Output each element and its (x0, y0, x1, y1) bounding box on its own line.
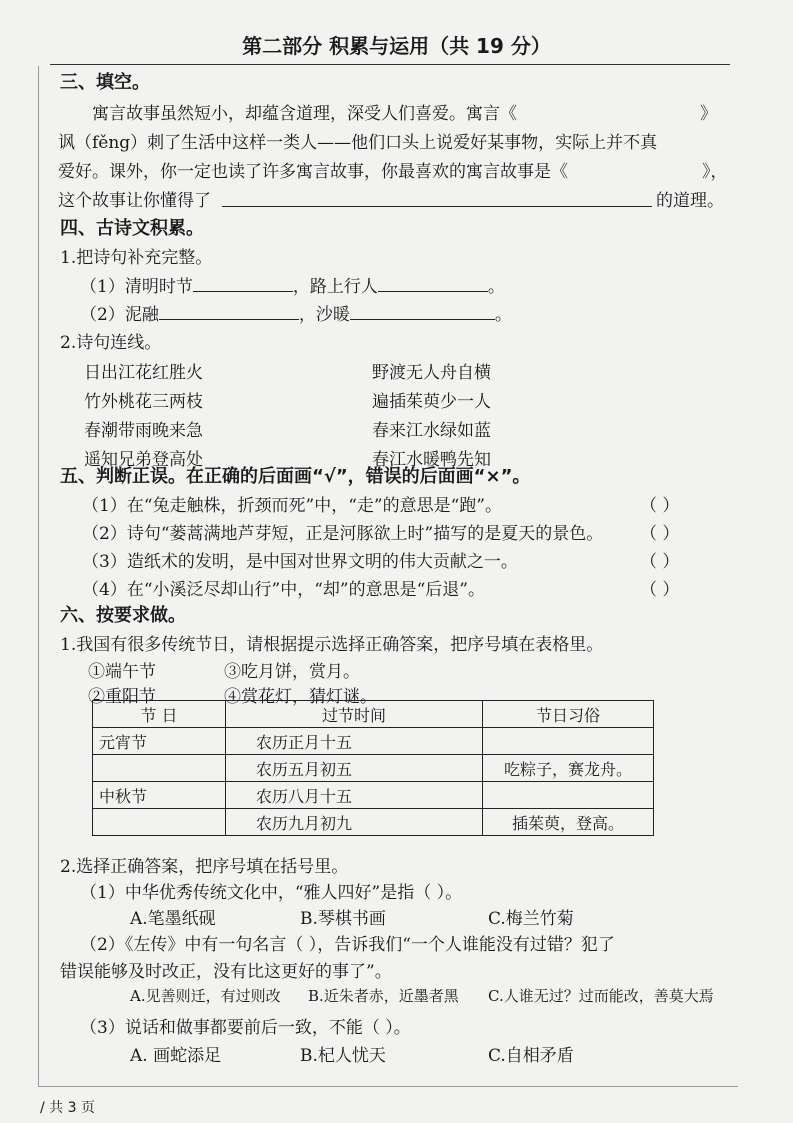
table-header-row (93, 701, 654, 728)
table-row (93, 809, 654, 836)
s4-q1a-end: 。 (487, 277, 505, 297)
table-cell[interactable]: 中秋节 (93, 782, 226, 809)
option-3: ③吃月饼，赏月。 (224, 662, 360, 682)
s3-line4-end: 的道理。 (656, 191, 724, 211)
table-cell[interactable] (93, 755, 226, 782)
s3-line3-end: 》， (702, 162, 728, 182)
table-cell: 农历九月初九 (226, 809, 483, 836)
q2-3-option: C.自相矛盾 (488, 1046, 574, 1066)
option-1: ①端午节 (88, 662, 156, 682)
s4-q1a-mid: ，路上行人 (292, 277, 378, 297)
judge-answer-paren[interactable]: （ ） (640, 524, 680, 544)
page-footer: / 共 3 页 (40, 1100, 95, 1116)
match-left-item[interactable]: 竹外桃花三两枝 (84, 392, 203, 412)
table-header: 过节时间 (226, 701, 483, 728)
judge-answer-paren[interactable]: （ ） (640, 580, 680, 600)
s4-q1b-blank1[interactable] (159, 301, 299, 320)
table-cell[interactable] (93, 809, 226, 836)
s3-line1-end: 》 (700, 104, 717, 124)
table-cell: 农历五月初五 (226, 755, 483, 782)
table-cell: 农历八月十五 (226, 782, 483, 809)
table-cell[interactable] (483, 728, 654, 755)
section-4-heading: 四、古诗文积累。 (60, 218, 204, 239)
table-cell: 插茱萸，登高。 (483, 809, 654, 836)
s4-q1b-blank2[interactable] (350, 301, 495, 320)
title-rule (50, 64, 730, 65)
table-cell: 农历正月十五 (226, 728, 483, 755)
table-cell: 吃粽子，赛龙舟。 (483, 755, 654, 782)
s6-q2: 2.选择正确答案，把序号填在括号里。 (60, 857, 349, 877)
q2-1-option: A.笔墨纸砚 (130, 909, 216, 929)
s6-q1: 1.我国有很多传统节日，请根据提示选择正确答案，把序号填在表格里。 (60, 635, 604, 655)
table-cell[interactable]: 元宵节 (93, 728, 226, 755)
s4-q1a-pre: （1）清明时节 (80, 277, 193, 297)
left-margin-rule (38, 66, 39, 1086)
q2-2-stem-a[interactable]: （2）《左传》中有一句名言（ ），告诉我们“一个人谁能没有过错？犯了 (80, 935, 615, 955)
table-cell[interactable] (483, 782, 654, 809)
s4-q1: 1.把诗句补充完整。 (60, 248, 213, 268)
s3-line2: 讽（fěng）刺了生活中这样一类人——他们口头上说爱好某事物，实际上并不真 (58, 133, 658, 153)
q2-1-option: C.梅兰竹菊 (488, 909, 574, 929)
table-header: 节 日 (93, 701, 226, 728)
match-right-item[interactable]: 春来江水绿如蓝 (372, 421, 491, 441)
match-left-item[interactable]: 日出江花红胜火 (84, 363, 203, 383)
page-title: 第二部分 积累与运用（共 19 分） (242, 34, 551, 58)
option-4: ④赏花灯，猜灯谜。 (224, 687, 377, 707)
s4-q1b-pre: （2）泥融 (80, 305, 159, 325)
q2-2-option: B.近朱者赤，近墨者黑 (308, 987, 459, 1005)
festival-table (92, 700, 654, 836)
s4-q1b-mid: ，沙暖 (298, 305, 350, 325)
judge-item: （3）造纸术的发明，是中国对世界文明的伟大贡献之一。 (82, 552, 518, 572)
judge-answer-paren[interactable]: （ ） (640, 552, 680, 572)
match-right-item[interactable]: 遍插茱萸少一人 (372, 392, 491, 412)
match-left-item[interactable]: 春潮带雨晚来急 (84, 421, 203, 441)
section-5-heading: 五、判断正误。在正确的后面画“√”，错误的后面画“×”。 (60, 466, 531, 487)
q2-3-stem[interactable]: （3）说话和做事都要前后一致，不能（ ）。 (80, 1018, 411, 1038)
s4-q2: 2.诗句连线。 (60, 333, 162, 353)
q2-3-option: B.杞人忧天 (300, 1046, 386, 1066)
q2-2-option: A.见善则迁，有过则改 (130, 987, 281, 1005)
match-right-item[interactable]: 野渡无人舟自横 (372, 363, 491, 383)
q2-3-option: A. 画蛇添足 (130, 1046, 222, 1066)
s3-answer-blank[interactable] (222, 188, 652, 207)
judge-item: （4）在“小溪泛尽却山行”中，“却”的意思是“后退”。 (82, 580, 485, 600)
judge-item: （2）诗句“蒌蒿满地芦芽短，正是河豚欲上时”描写的是夏天的景色。 (82, 524, 604, 544)
table-row (93, 755, 654, 782)
q2-1-option: B.琴棋书画 (300, 909, 386, 929)
q2-2-stem-b: 错误能够及时改正，没有比这更好的事了”。 (60, 962, 392, 982)
q2-2-option: C.人谁无过？过而能改，善莫大焉 (488, 987, 714, 1005)
bottom-margin-rule (38, 1086, 738, 1087)
option-2: ②重阳节 (88, 687, 156, 707)
match-left-item[interactable]: 遥知兄弟登高处 (84, 450, 203, 470)
match-right-item[interactable]: 春江水暖鸭先知 (372, 450, 491, 470)
table-row (93, 782, 654, 809)
s3-line1: 寓言故事虽然短小，却蕴含道理，深受人们喜爱。寓言《 (92, 104, 517, 124)
q2-1-stem[interactable]: （1）中华优秀传统文化中，“雅人四好”是指（ ）。 (80, 883, 463, 903)
s4-q1a-blank2[interactable] (378, 273, 488, 292)
s4-q1a-blank1[interactable] (193, 273, 293, 292)
judge-item: （1）在“兔走触株，折颈而死”中，“走”的意思是“跑”。 (82, 496, 502, 516)
s4-q1b-end: 。 (494, 305, 512, 325)
table-header: 节日习俗 (483, 701, 654, 728)
table-row (93, 728, 654, 755)
s3-line4: 这个故事让你懂得了 (58, 191, 211, 211)
s3-line3: 爱好。课外，你一定也读了许多寓言故事，你最喜欢的寓言故事是《 (58, 162, 568, 182)
section-6-heading: 六、按要求做。 (60, 605, 186, 626)
section-3-heading: 三、填空。 (60, 72, 150, 93)
judge-answer-paren[interactable]: （ ） (640, 496, 680, 516)
